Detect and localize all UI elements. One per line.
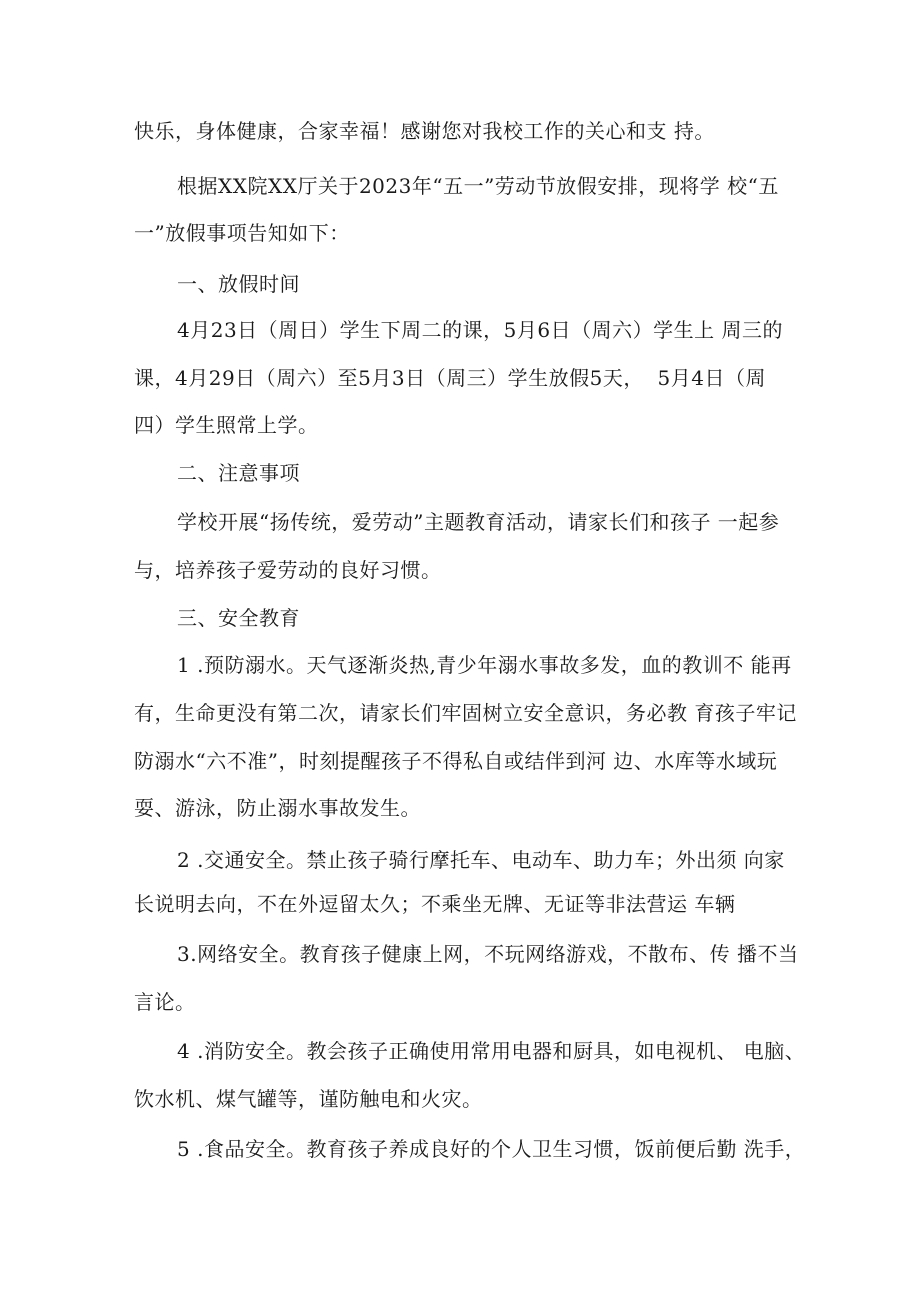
paragraph-line: 与，培养孩子爱劳动的良好习惯。 — [134, 558, 442, 582]
paragraph-line: 课，4月29日（周六）至5月3日（周三）学生放假5天， 5月4日（周 — [134, 366, 767, 390]
paragraph-line: 5 .食品安全。教育孩子养成良好的个人卫生习惯，饭前便后勤 洗手， — [177, 1137, 806, 1161]
paragraph-line: 防溺水“六不准”，时刻提醒孩子不得私自或结伴到河 边、水库等水域玩 — [134, 749, 778, 773]
paragraph-line: 学校开展“扬传统，爱劳动”主题教育活动，请家长们和孩子 一起参 — [177, 510, 780, 534]
section-heading: 三、安全教育 — [177, 606, 300, 630]
section-heading: 一、放假时间 — [177, 272, 300, 296]
paragraph-line: 耍、游泳，防止溺水事故发生。 — [134, 796, 421, 820]
paragraph-line: 2 .交通安全。禁止孩子骑行摩托车、电动车、助力车；外出须 向家 — [177, 848, 785, 872]
paragraph-line: 3.网络安全。教育孩子健康上网，不玩网络游戏，不散布、传 播不当 — [177, 942, 799, 966]
paragraph-line: 有，生命更没有第二次，请家长们牢固树立安全意识，务必教 育孩子牢记 — [134, 701, 797, 725]
paragraph-line: 饮水机、煤气罐等，谨防触电和火灾。 — [134, 1087, 483, 1111]
paragraph-line: 四）学生照常上学。 — [134, 413, 319, 437]
paragraph-line: 言论。 — [134, 990, 196, 1014]
paragraph-line: 4月23日（周日）学生下周二的课，5月6日（周六）学生上 周三的 — [177, 318, 783, 342]
paragraph-line: 4 .消防安全。教会孩子正确使用常用电器和厨具，如电视机、 电脑、 — [177, 1039, 806, 1063]
paragraph-line: 快乐，身体健康，合家幸福！感谢您对我校工作的关心和支 持。 — [134, 119, 715, 143]
paragraph-line: 一”放假事项告知如下： — [134, 221, 350, 245]
paragraph-line: 1 .预防溺水。天气逐渐炎热,青少年溺水事故多发，血的教训不 能再 — [177, 653, 792, 677]
paragraph-line: 根据XX院XX厅关于2023年“五一”劳动节放假安排，现将学 校“五 — [177, 174, 779, 198]
section-heading: 二、注意事项 — [177, 461, 300, 485]
paragraph-line: 长说明去向，不在外逗留太久；不乘坐无牌、无证等非法营运 车辆 — [134, 892, 736, 916]
